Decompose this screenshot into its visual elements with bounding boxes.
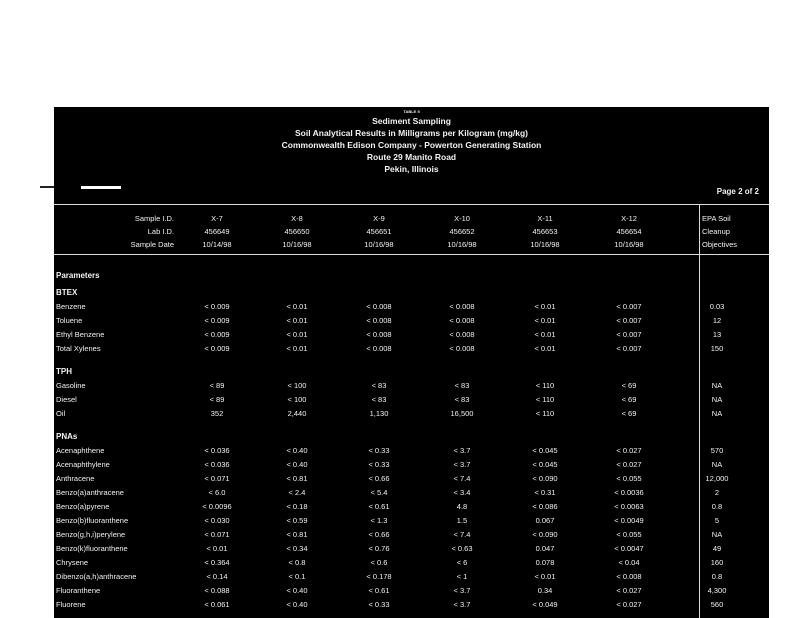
result-value: < 0.01 bbox=[286, 344, 308, 353]
epa-objective-value: NA bbox=[711, 460, 723, 469]
parameter-name: Oil bbox=[56, 409, 66, 418]
result-value: < 6 bbox=[456, 558, 468, 567]
result-value: < 0.008 bbox=[366, 302, 392, 311]
section-heading: PNAs bbox=[56, 432, 78, 441]
table-row bbox=[54, 529, 769, 543]
result-value: < 3.7 bbox=[453, 586, 471, 595]
sample-column-6 bbox=[589, 212, 669, 251]
results-table bbox=[54, 267, 769, 618]
result-value: < 0.008 bbox=[366, 344, 392, 353]
result-value: < 0.008 bbox=[449, 302, 475, 311]
table-row bbox=[54, 501, 769, 515]
document-subtitle: Soil Analytical Results in Milligrams per Kilogram (mg/kg) bbox=[294, 128, 528, 138]
result-value: < 0.071 bbox=[204, 474, 230, 483]
company-name: Commonwealth Edison Company - Powerton Generating Station bbox=[281, 140, 542, 150]
parameter-name: Benzo(g,h,i)perylene bbox=[56, 530, 126, 539]
section-heading: BTEX bbox=[56, 288, 78, 297]
result-value: < 0.33 bbox=[368, 446, 390, 455]
result-value: < 69 bbox=[621, 409, 637, 418]
result-value: < 0.008 bbox=[366, 316, 392, 325]
table-row bbox=[54, 459, 769, 473]
result-value: < 0.027 bbox=[616, 600, 642, 609]
result-value: < 0.01 bbox=[534, 572, 556, 581]
result-value: < 0.009 bbox=[204, 302, 230, 311]
sample-column-3 bbox=[339, 212, 419, 251]
result-value: < 0.40 bbox=[286, 460, 308, 469]
result-value: 0.047 bbox=[535, 544, 555, 553]
epa-objective-value: NA bbox=[711, 381, 723, 390]
epa-objective-value: NA bbox=[711, 530, 723, 539]
site-address: Route 29 Manito Road bbox=[366, 152, 457, 162]
sample-date: 10/16/98 bbox=[282, 240, 312, 249]
result-value: < 0.178 bbox=[366, 572, 392, 581]
table-row bbox=[54, 394, 769, 408]
parameter-name: Toluene bbox=[56, 316, 83, 325]
result-value: < 0.66 bbox=[368, 474, 390, 483]
result-value: < 0.6 bbox=[370, 558, 388, 567]
epa-header-line3: Objectives bbox=[702, 240, 738, 249]
result-value: < 0.036 bbox=[204, 446, 230, 455]
epa-objective-value: 150 bbox=[710, 344, 724, 353]
result-value: < 0.045 bbox=[532, 446, 558, 455]
result-value: < 0.090 bbox=[532, 474, 558, 483]
epa-objective-value: 13 bbox=[712, 330, 722, 339]
result-value: < 0.027 bbox=[616, 446, 642, 455]
result-value: < 0.009 bbox=[204, 316, 230, 325]
result-value: < 0.008 bbox=[366, 330, 392, 339]
result-value: < 0.045 bbox=[532, 460, 558, 469]
parameter-name: Acenaphthylene bbox=[56, 460, 110, 469]
header-rule-top bbox=[54, 204, 769, 205]
result-value: < 0.8 bbox=[288, 558, 306, 567]
result-value: < 0.0096 bbox=[202, 502, 232, 511]
table-row bbox=[54, 487, 769, 501]
sample-date: 10/16/98 bbox=[614, 240, 644, 249]
parameter-name: Benzo(a)pyrene bbox=[56, 502, 110, 511]
sample-date-label: Sample Date bbox=[130, 240, 174, 249]
sample-id: X-12 bbox=[621, 214, 637, 223]
result-value: < 0.04 bbox=[618, 558, 640, 567]
result-value: < 3.7 bbox=[453, 600, 471, 609]
result-value: < 3.7 bbox=[453, 460, 471, 469]
result-value: < 89 bbox=[209, 395, 225, 404]
result-value: < 0.008 bbox=[616, 572, 642, 581]
parameters-heading: Parameters bbox=[56, 271, 100, 280]
result-value: < 0.59 bbox=[286, 516, 308, 525]
scanned-document bbox=[54, 107, 769, 618]
site-city: Pekin, Illinois bbox=[384, 164, 439, 174]
epa-header-line2: Cleanup bbox=[702, 227, 730, 236]
sample-lab: 456649 bbox=[204, 227, 230, 236]
table-row bbox=[54, 585, 769, 599]
epa-objective-value: 12,000 bbox=[705, 474, 729, 483]
result-value: < 69 bbox=[621, 395, 637, 404]
table-row bbox=[54, 408, 769, 422]
result-value: < 0.009 bbox=[204, 344, 230, 353]
result-value: 1.5 bbox=[456, 516, 468, 525]
result-value: 352 bbox=[210, 409, 224, 418]
sample-column-4 bbox=[422, 212, 502, 251]
epa-objective-value: 0.03 bbox=[709, 302, 725, 311]
table-row bbox=[54, 543, 769, 557]
table-row bbox=[54, 301, 769, 315]
sample-lab: 456653 bbox=[532, 227, 558, 236]
result-value: < 0.090 bbox=[532, 530, 558, 539]
sample-lab: 456652 bbox=[449, 227, 475, 236]
result-value: < 83 bbox=[454, 395, 470, 404]
result-value: < 5.4 bbox=[370, 488, 388, 497]
table-row bbox=[54, 343, 769, 357]
result-value: 0.34 bbox=[537, 586, 553, 595]
result-value: < 0.18 bbox=[286, 502, 308, 511]
parameter-name: Benzo(b)fluoranthene bbox=[56, 516, 129, 525]
result-value: < 0.01 bbox=[206, 544, 228, 553]
result-value: 16,500 bbox=[450, 409, 474, 418]
result-value: < 83 bbox=[371, 395, 387, 404]
parameter-name: Total Xylenes bbox=[56, 344, 101, 353]
sample-column-2 bbox=[257, 212, 337, 251]
epa-header-line1: EPA Soil bbox=[702, 214, 731, 223]
result-value: < 100 bbox=[287, 395, 307, 404]
result-value: < 0.088 bbox=[204, 586, 230, 595]
result-value: < 0.061 bbox=[204, 600, 230, 609]
result-value: < 0.007 bbox=[616, 316, 642, 325]
table-row bbox=[54, 315, 769, 329]
epa-objective-value: 49 bbox=[712, 544, 722, 553]
sample-date: 10/16/98 bbox=[530, 240, 560, 249]
result-value: < 0.40 bbox=[286, 586, 308, 595]
parameter-name: Chrysene bbox=[56, 558, 89, 567]
result-value: < 89 bbox=[209, 381, 225, 390]
result-value: < 0.027 bbox=[616, 460, 642, 469]
parameter-name: Fluoranthene bbox=[56, 586, 101, 595]
epa-objective-value: 2 bbox=[714, 488, 720, 497]
result-value: < 0.055 bbox=[616, 530, 642, 539]
result-value: 2,440 bbox=[287, 409, 307, 418]
result-value: 1,130 bbox=[369, 409, 389, 418]
result-value: < 69 bbox=[621, 381, 637, 390]
result-value: < 0.81 bbox=[286, 530, 308, 539]
result-value: < 0.40 bbox=[286, 600, 308, 609]
document-header bbox=[54, 109, 769, 175]
parameter-name: Benzo(k)fluoranthene bbox=[56, 544, 128, 553]
sample-lab: 456654 bbox=[616, 227, 642, 236]
section-gap bbox=[54, 613, 769, 618]
result-value: < 0.01 bbox=[534, 316, 556, 325]
table-caption: TABLE 5 bbox=[403, 109, 420, 114]
epa-objective-value: 0.8 bbox=[711, 502, 723, 511]
parameter-name: Diesel bbox=[56, 395, 77, 404]
sample-id-label: Sample I.D. bbox=[134, 214, 174, 223]
epa-objective-value: NA bbox=[711, 409, 723, 418]
result-value: < 0.071 bbox=[204, 530, 230, 539]
sample-id: X-10 bbox=[454, 214, 470, 223]
result-value: < 83 bbox=[371, 381, 387, 390]
scan-mark-left bbox=[40, 186, 54, 188]
result-value: < 0.01 bbox=[286, 302, 308, 311]
result-value: < 0.66 bbox=[368, 530, 390, 539]
result-value: < 0.40 bbox=[286, 446, 308, 455]
parameter-name: Benzo(a)anthracene bbox=[56, 488, 124, 497]
table-row bbox=[54, 515, 769, 529]
result-value: < 0.34 bbox=[286, 544, 308, 553]
result-value: < 0.030 bbox=[204, 516, 230, 525]
result-value: < 0.63 bbox=[451, 544, 473, 553]
result-value: < 0.027 bbox=[616, 586, 642, 595]
parameter-name: Acenaphthene bbox=[56, 446, 105, 455]
sample-date: 10/16/98 bbox=[364, 240, 394, 249]
epa-objective-value: 570 bbox=[710, 446, 724, 455]
sample-id: X-9 bbox=[373, 214, 385, 223]
result-value: < 2.4 bbox=[288, 488, 306, 497]
table-row bbox=[54, 380, 769, 394]
sample-id: X-7 bbox=[211, 214, 223, 223]
result-value: < 110 bbox=[535, 395, 555, 404]
result-value: < 0.008 bbox=[449, 344, 475, 353]
result-value: < 1 bbox=[456, 572, 468, 581]
parameter-name: Anthracene bbox=[56, 474, 95, 483]
epa-objective-value: 560 bbox=[710, 600, 724, 609]
epa-objective-value: NA bbox=[711, 395, 723, 404]
parameter-name: Ethyl Benzene bbox=[56, 330, 105, 339]
sample-column-1 bbox=[177, 212, 257, 251]
epa-objective-value: 12 bbox=[712, 316, 722, 325]
lab-id-label: Lab I.D. bbox=[147, 227, 174, 236]
result-value: < 0.76 bbox=[368, 544, 390, 553]
sample-lab: 456650 bbox=[284, 227, 310, 236]
result-value: < 0.0049 bbox=[614, 516, 644, 525]
result-value: < 0.055 bbox=[616, 474, 642, 483]
sample-column-5 bbox=[505, 212, 585, 251]
epa-objective-value: 160 bbox=[710, 558, 724, 567]
result-value: < 0.007 bbox=[616, 302, 642, 311]
epa-objective-value: 5 bbox=[714, 516, 720, 525]
result-value: < 7.4 bbox=[453, 474, 471, 483]
epa-objective-value: 0.8 bbox=[711, 572, 723, 581]
table-row bbox=[54, 445, 769, 459]
result-value: < 0.01 bbox=[534, 344, 556, 353]
page-number: Page 2 of 2 bbox=[716, 187, 759, 196]
table-row bbox=[54, 557, 769, 571]
result-value: < 0.007 bbox=[616, 330, 642, 339]
result-value: < 3.7 bbox=[453, 446, 471, 455]
result-value: < 7.4 bbox=[453, 530, 471, 539]
result-value: 0.078 bbox=[535, 558, 555, 567]
result-value: 4.8 bbox=[456, 502, 468, 511]
scan-artifact-bar bbox=[81, 186, 121, 189]
result-value: 0.067 bbox=[535, 516, 555, 525]
result-value: < 0.007 bbox=[616, 344, 642, 353]
result-value: < 3.4 bbox=[453, 488, 471, 497]
result-value: < 1.3 bbox=[370, 516, 388, 525]
result-value: < 6.0 bbox=[208, 488, 226, 497]
result-value: < 110 bbox=[535, 381, 555, 390]
result-value: < 0.01 bbox=[534, 330, 556, 339]
sample-id: X-11 bbox=[537, 214, 553, 223]
result-value: < 0.01 bbox=[286, 330, 308, 339]
result-value: < 0.33 bbox=[368, 460, 390, 469]
result-value: < 110 bbox=[535, 409, 555, 418]
sample-date: 10/16/98 bbox=[447, 240, 477, 249]
parameter-name: Fluorene bbox=[56, 600, 86, 609]
result-value: < 0.31 bbox=[534, 488, 556, 497]
result-value: < 83 bbox=[454, 381, 470, 390]
result-value: < 0.008 bbox=[449, 316, 475, 325]
table-row bbox=[54, 473, 769, 487]
result-value: < 0.049 bbox=[532, 600, 558, 609]
result-value: < 0.61 bbox=[368, 586, 390, 595]
table-row bbox=[54, 329, 769, 343]
table-row bbox=[54, 599, 769, 613]
result-value: < 0.009 bbox=[204, 330, 230, 339]
document-title: Sediment Sampling bbox=[372, 116, 451, 126]
epa-objective-value: 4,300 bbox=[707, 586, 727, 595]
result-value: < 100 bbox=[287, 381, 307, 390]
sample-lab: 456651 bbox=[366, 227, 392, 236]
sample-header-labels bbox=[84, 212, 174, 251]
result-value: < 0.0047 bbox=[614, 544, 644, 553]
result-value: < 0.01 bbox=[286, 316, 308, 325]
result-value: < 0.33 bbox=[368, 600, 390, 609]
result-value: < 0.008 bbox=[449, 330, 475, 339]
parameter-name: Benzene bbox=[56, 302, 86, 311]
result-value: < 0.086 bbox=[532, 502, 558, 511]
result-value: < 0.61 bbox=[368, 502, 390, 511]
section-heading: TPH bbox=[56, 367, 72, 376]
result-value: < 0.1 bbox=[288, 572, 306, 581]
result-value: < 0.81 bbox=[286, 474, 308, 483]
header-rule-bottom bbox=[54, 254, 769, 255]
sample-date: 10/14/98 bbox=[202, 240, 232, 249]
epa-header bbox=[702, 212, 762, 251]
parameter-name: Dibenzo(a,h)anthracene bbox=[56, 572, 137, 581]
result-value: < 0.364 bbox=[204, 558, 230, 567]
result-value: < 0.036 bbox=[204, 460, 230, 469]
result-value: < 0.14 bbox=[206, 572, 228, 581]
result-value: < 0.0063 bbox=[614, 502, 644, 511]
parameter-name: Gasoline bbox=[56, 381, 86, 390]
sample-id: X-8 bbox=[291, 214, 303, 223]
table-row bbox=[54, 571, 769, 585]
result-value: < 0.0036 bbox=[614, 488, 644, 497]
result-value: < 0.01 bbox=[534, 302, 556, 311]
